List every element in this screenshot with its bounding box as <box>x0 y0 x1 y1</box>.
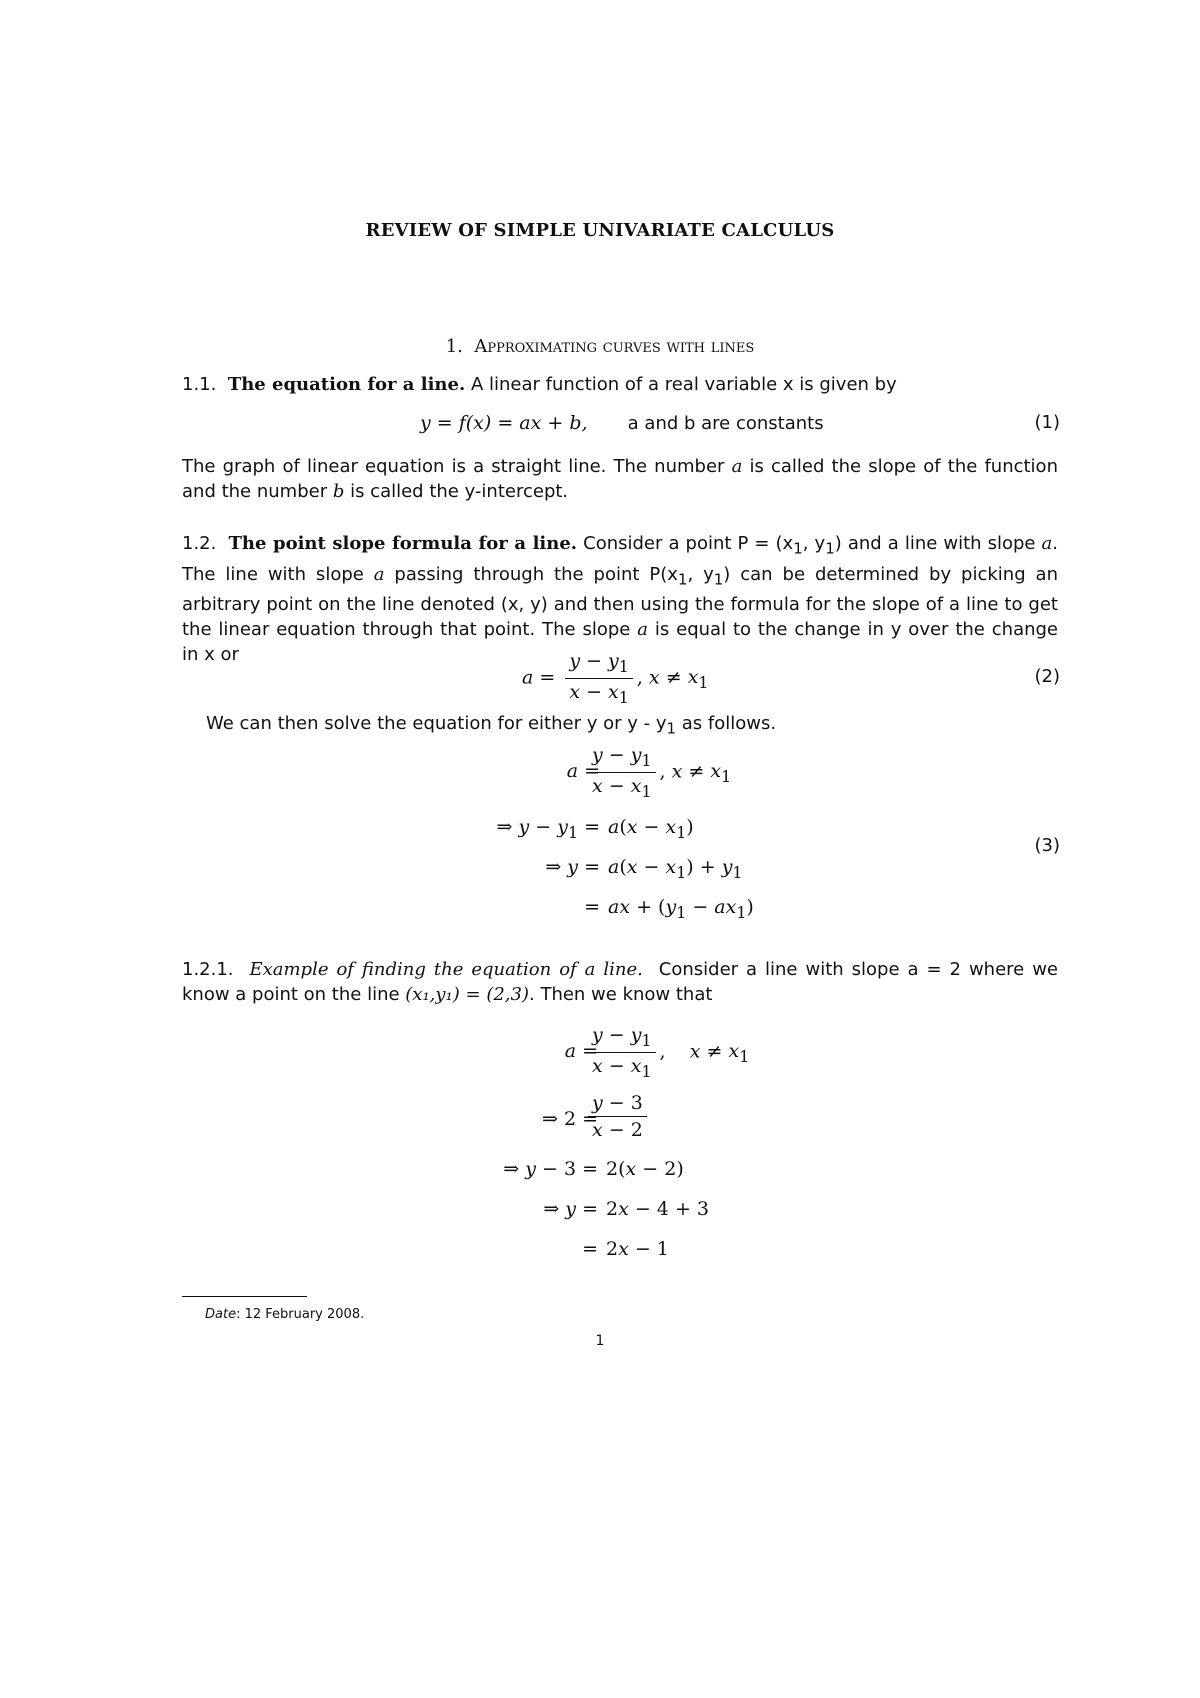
section-number: 1. <box>445 336 463 357</box>
subsection-number: 1.2.1. <box>182 959 234 980</box>
equation-1-text: a and b are constants <box>627 413 824 434</box>
paragraph-text: Consider a line with slope a = 2 where we know a point on the line <box>182 959 1058 1005</box>
paragraph-text: Consider a point P = (x <box>583 533 794 554</box>
paragraph-text: passing through the point P(x <box>384 563 678 585</box>
fraction: $\frac{y - y_1}{x - x_1}$ <box>565 650 633 707</box>
section-heading <box>0 336 1200 357</box>
math-a: a <box>731 456 743 477</box>
footnote-rule <box>182 1296 307 1297</box>
solve-paragraph <box>206 713 776 738</box>
paragraph-text: as follows. <box>676 713 777 734</box>
footnote <box>205 1307 364 1322</box>
slope-definition-paragraph <box>182 454 1058 504</box>
paper-page: REVIEW OF SIMPLE UNIVARIATE CALCULUS 1. Approximating curves with lines 1.1. The equation for a line. A linear function of a real variable x is given by y = f(x) = ax + b, a and b are constants (1) The graph of linear equation is a straight line. The number a is called the slope of the function and the number b is called the y-intercept. 1.2. The point slope formula for a line. Consider a point $P = (x_1$, $y_1$) and a line with slope a. The line with slope a passing through the point $P(x_1$, $y_1$) can be determined by picking an arbitrary point on the line denoted (x, y) and then using the formula for the slope of a line to get the linear equation through that point. The slope a is equal to the change in y over the change in x or a = $\frac{y - y_1}{x - x_1}$ , $x \ne x_1$ (2) We can then solve the equation for either y or y - $y_1$ as follows. a = $\frac{y - y_1}{x - x_1}$ , $x \ne x_1$ ⇒ $y - y_1$ = $a(x - x_1)$ ⇒ y = $a(x - x_1) + y_1$ = ax + $(y_1 - ax_1)$ (3) 1.2.1. Example of finding the equation of a line. Consider a line with slope a = 2 where we know a point on the line (x₁,y₁) = (2,3). Then we know that a = $\frac{y - y_1}{x - x_1}$ , $x \ne x_1$ ⇒ 2 = $\frac{y - 3}{x - 2}$ ⇒ y − 3 = 2(x − 2) ⇒ y = 2x − 4 + 3 = 2x − 1 Date: 12 February 2008. 1 <box>0 0 1200 1698</box>
subsection-number: 1.2. <box>182 533 217 554</box>
subsection-1-2-1-paragraph <box>182 957 1058 1007</box>
subsection-heading: The point slope formula for a line. <box>228 533 578 554</box>
footnote-text: : 12 February 2008. <box>236 1307 365 1322</box>
paragraph-text: , y <box>687 563 714 585</box>
paragraph-text: The graph of linear equation is a straight line. The number <box>182 456 732 477</box>
subsection-intro: A linear function of a real variable x is given by <box>470 374 897 395</box>
equation-2-number: (2) <box>1034 666 1060 687</box>
section-title: Approximating curves with lines <box>474 336 755 357</box>
paragraph-text: . The line with slope <box>182 533 1059 585</box>
subsection-heading: Example of finding the equation of a line. <box>249 959 643 980</box>
equation-1 <box>420 412 824 434</box>
subscript: 1 <box>793 539 803 558</box>
equation-1-math: y = f(x) = ax + b, <box>420 412 588 434</box>
paragraph-text: We can then solve the equation for either y or y - y <box>206 713 667 734</box>
subscript: 1 <box>677 570 688 589</box>
math-b: b <box>332 481 345 502</box>
footnote-label: Date <box>205 1307 237 1322</box>
paragraph-text: . Then we know that <box>529 984 713 1005</box>
paragraph-text: ) can be determined by picking an arbitrary point on the line denoted (x, y) and then using the formula for the slope of a line to get the linear equation through that point. The slope <box>182 563 1058 641</box>
page-title: REVIEW OF SIMPLE UNIVARIATE CALCULUS <box>365 220 835 241</box>
paragraph-text: ) and a line with slope <box>834 533 1042 554</box>
subscript: 1 <box>713 570 724 589</box>
subsection-1-1-paragraph <box>182 372 1058 397</box>
equation-2: a = $\frac{y - y_1}{x - x_1}$ , $x \ne x_1$ <box>522 650 709 707</box>
subscript: 1 <box>666 719 677 738</box>
paragraph-text: is equal to the change in y over the change in x or <box>182 619 1059 666</box>
subscript: 1 <box>825 539 835 558</box>
math-a: a <box>1041 533 1053 554</box>
paragraph-text: is called the slope of the function and the number <box>182 456 1058 502</box>
equation-3-number: (3) <box>1034 835 1060 856</box>
subsection-heading: The equation for a line. <box>227 374 466 395</box>
point-coordinates: (x₁,y₁) = (2,3) <box>405 984 529 1005</box>
subsection-number: 1.1. <box>182 374 217 395</box>
paragraph-text: is called the y-intercept. <box>344 481 569 502</box>
paragraph-text: , y <box>802 533 826 554</box>
subsection-1-2-paragraph <box>182 531 1058 667</box>
page-number: 1 <box>595 1333 605 1349</box>
equation-1-number: (1) <box>1034 412 1060 433</box>
math-a: a <box>637 619 648 641</box>
math-a: a <box>373 563 385 585</box>
